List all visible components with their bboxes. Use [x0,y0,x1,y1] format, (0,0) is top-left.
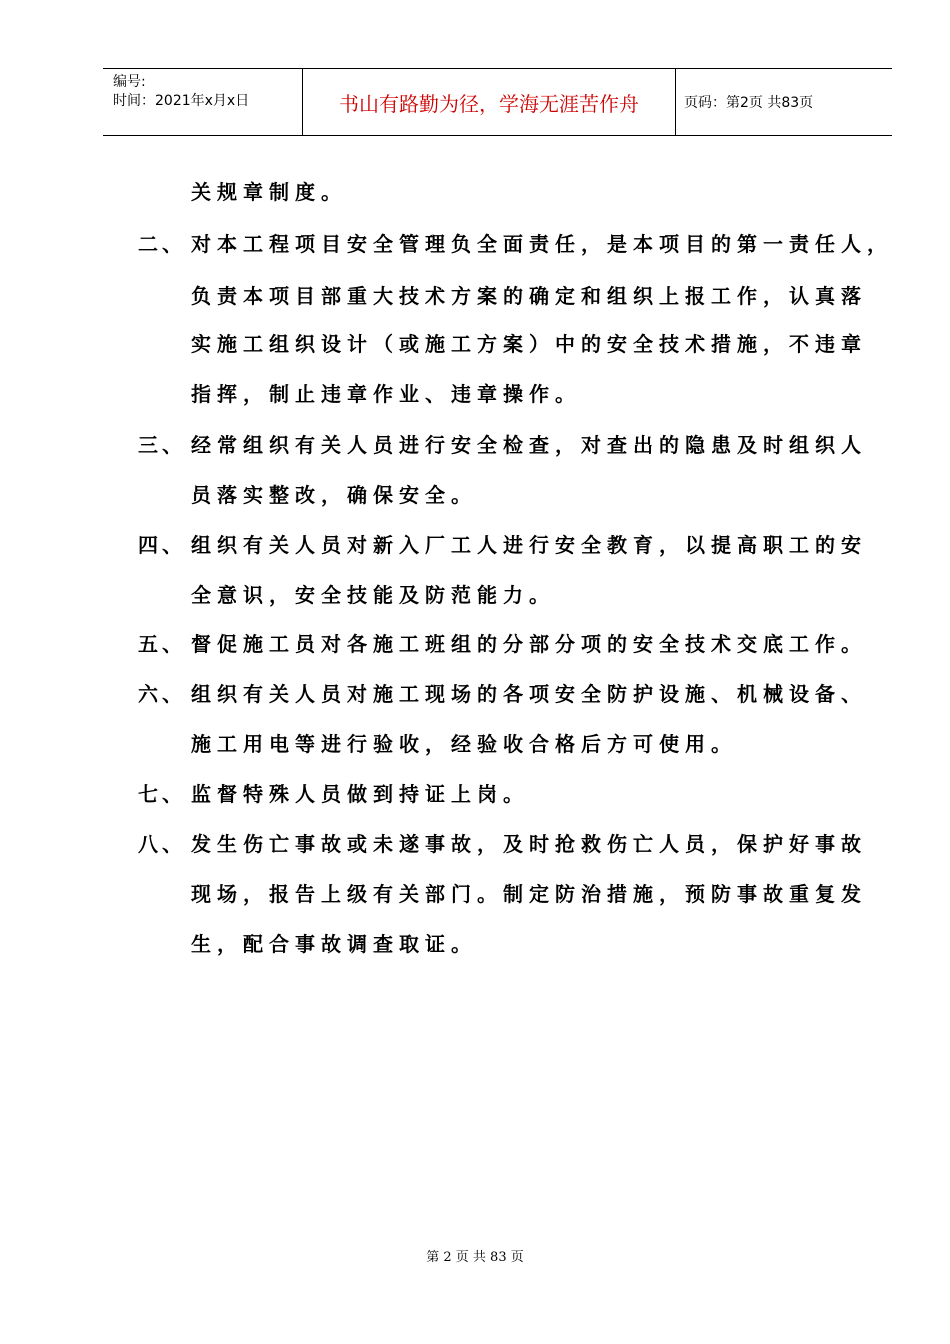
item-number: 二、 [138,232,186,256]
text-line: 负责本项目部重大技术方案的确定和组织上报工作，认真落 [191,284,867,308]
item-number: 六、 [138,682,186,706]
text-line: 员落实整改，确保安全。 [191,483,477,507]
text-line: 现场，报告上级有关部门。制定防治措施，预防事故重复发 [191,882,867,906]
text-line: 指挥，制止违章作业、违章操作。 [191,382,581,406]
text-line: 实施工组织设计（或施工方案）中的安全技术措施，不违章 [191,332,867,356]
text-line: 全意识，安全技能及防范能力。 [191,583,555,607]
text-line: 经常组织有关人员进行安全检查，对查出的隐患及时组织人 [191,433,867,457]
header-motto: 书山有路勤为径，学海无涯苦作舟 [303,69,676,135]
text-line: 督促施工员对各施工班组的分部分项的安全技术交底工作。 [191,632,867,656]
text-line: 发生伤亡事故或未遂事故，及时抢救伤亡人员，保护好事故 [191,832,867,856]
text-line: 监督特殊人员做到持证上岗。 [191,782,529,806]
text-line: 生，配合事故调查取证。 [191,932,477,956]
header-meta [103,69,303,135]
text-line: 组织有关人员对施工现场的各项安全防护设施、机械设备、 [191,682,867,706]
text-line: 对本工程项目安全管理负全面责任，是本项目的第一责任人， [191,232,893,256]
item-number: 四、 [138,533,186,557]
item-number: 七、 [138,782,186,806]
item-number: 八、 [138,832,186,856]
document-header [103,68,892,136]
time-label: 时间：2021年x月x日 [113,93,250,109]
number-label: 编号: [113,74,146,90]
header-page-code: 页码：第2页 共83页 [684,95,814,111]
text-line: 施工用电等进行验收，经验收合格后方可使用。 [191,732,737,756]
item-number: 五、 [138,632,186,656]
text-line: 关规章制度。 [191,180,347,204]
item-number: 三、 [138,433,186,457]
page-footer: 第 2 页 共 83 页 [426,1250,524,1265]
text-line: 组织有关人员对新入厂工人进行安全教育，以提高职工的安 [191,533,867,557]
